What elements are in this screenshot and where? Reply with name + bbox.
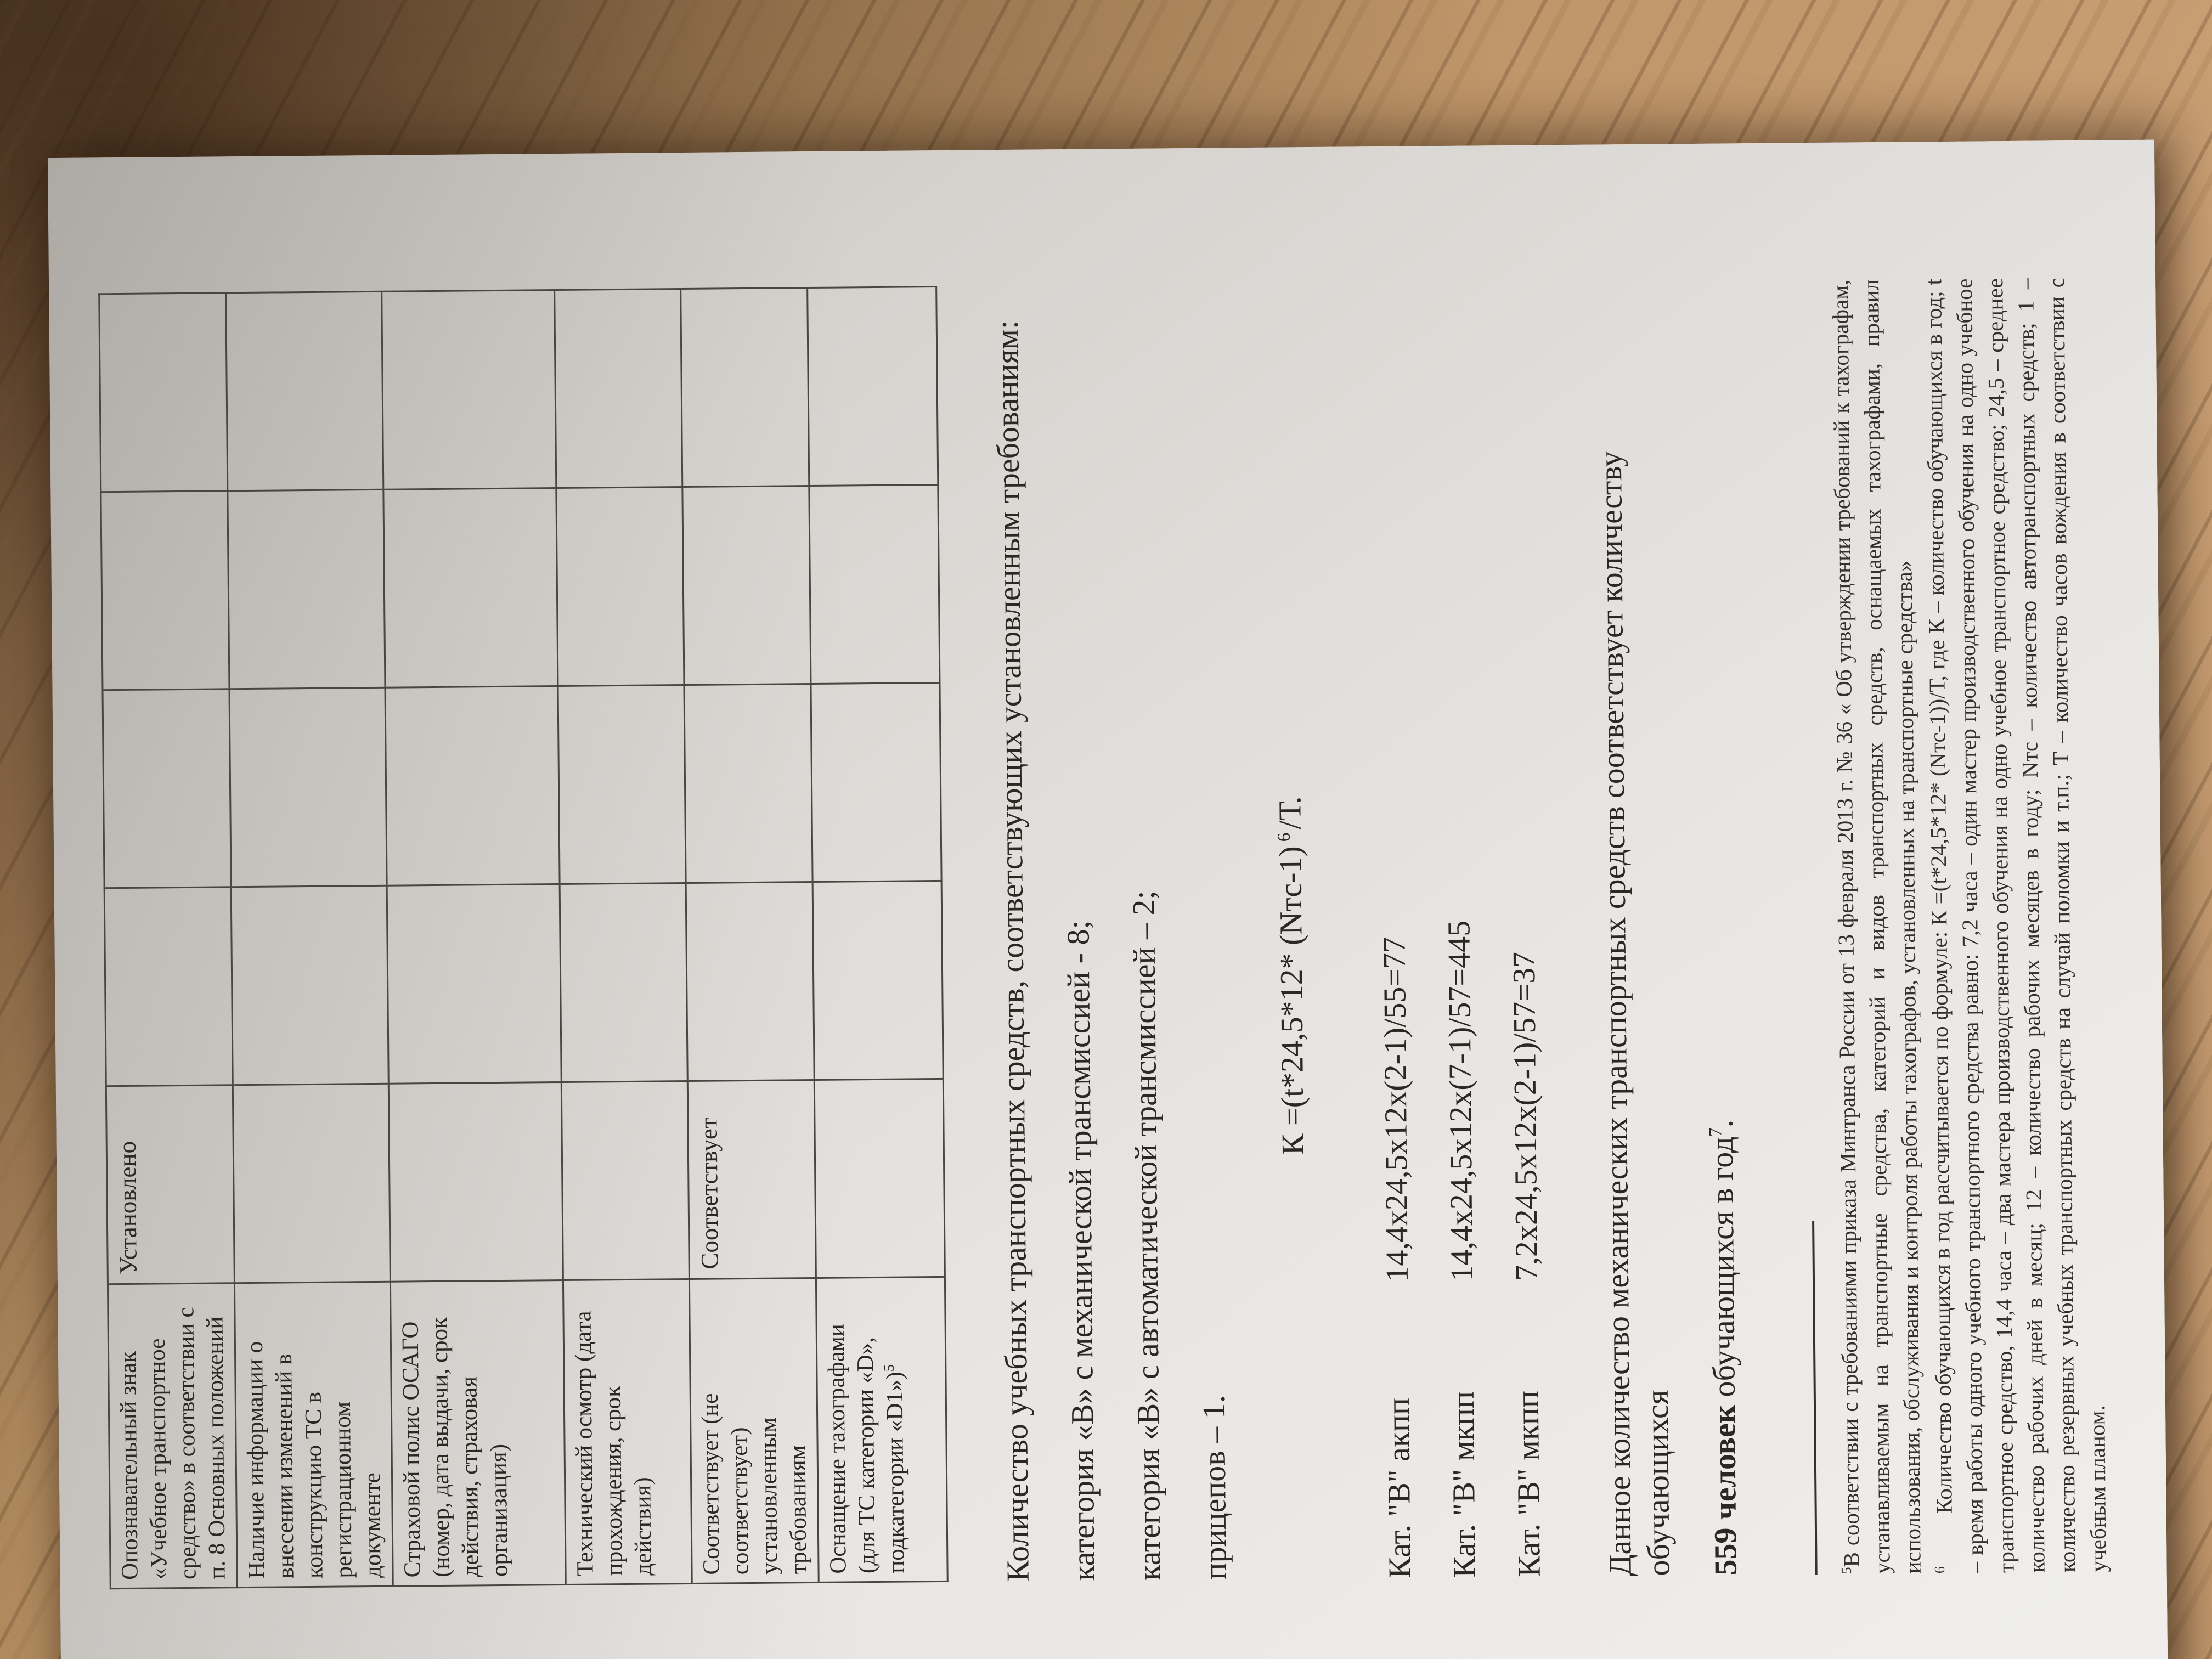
vehicle-compliance-table <box>98 286 949 1589</box>
table-cell <box>229 687 387 887</box>
row-label-text: Соответствует (не соответствует) установленным требованиям <box>697 1393 812 1575</box>
table-cell <box>812 881 943 1080</box>
calc-expression: 7,2х24,5х12х(2-1)/57=37 <box>1505 951 1545 1281</box>
table-cell: Соответствует <box>687 1080 816 1279</box>
table-cell <box>99 293 228 492</box>
table-cell <box>385 686 560 886</box>
footnote-ref-6: 6 <box>1274 832 1294 842</box>
row-label-text: Опознавательный знак «Учебное транспортное средство» в соответствии с п. 8 Основных положений <box>115 1307 230 1581</box>
footnote-ref-5: 5 <box>880 1364 898 1372</box>
calculation-block <box>1369 282 1549 1578</box>
table-row <box>382 290 566 1587</box>
footnote-6 <box>1918 277 2114 1573</box>
document-page <box>48 140 2168 1659</box>
table-cell <box>684 684 812 883</box>
calc-expression: 14,4х24,5х12х(2-1)/55=77 <box>1376 936 1415 1283</box>
paragraph-vehicle-count-heading: Количество учебных транспортных средств, соответствующих установленным требованиям: <box>989 320 1036 1582</box>
table-cell <box>560 883 687 1082</box>
students-count-text: . <box>1703 1119 1740 1128</box>
calc-row-mkpp-1 <box>1434 283 1484 1578</box>
table-cell <box>814 1079 945 1278</box>
footnote-marker-5: 5 <box>1838 1567 1855 1575</box>
table-cell <box>556 487 684 686</box>
row-label-compliance <box>689 1278 819 1583</box>
row-label-text: Наличие информации о внесении изменений в конструкцию ТС в регистрационном документе <box>241 1341 386 1579</box>
formula-text: К =(t*24,5*12* (Nтс-1) <box>1272 846 1311 1155</box>
students-count-value: 559 человек <box>1706 1404 1743 1576</box>
table-cell <box>561 1081 689 1280</box>
table-cell <box>231 885 388 1085</box>
table-row <box>555 289 692 1585</box>
document-body <box>988 277 2114 1582</box>
footnote-text: В соответствии с требованиями приказа Минтранса России от 13 февраля 2013 г. № 36 « Об утверждении требований к тахографам, устанавливаемым на транспортные средства, категорий и видов транспортных средств, оснащаемых тахографами, правил использования, обслуживания и контроля работы тахографов, установленных на транспортные средства» <box>1827 279 1926 1575</box>
table-cell <box>809 484 940 684</box>
table-cell <box>388 1082 563 1282</box>
calc-row-mkpp-2 <box>1499 282 1549 1577</box>
table-cell <box>555 289 682 488</box>
line-category-b-manual: категория «В» с механической трансмиссией - 8; <box>1060 920 1102 1582</box>
table-cell <box>233 1084 390 1283</box>
footnote-text: Количество обучающихся в год рассчитывается по формуле: К =(t*24,5*12* (Nтс-1))/Т, где К – количество обучающихся в год; t – время работы одного учебного транспортного средства равно: 7,2 часа – один мастер производственного обучения на одно учебное транспортное средство, 14,4 часа – два мастера производственного обучения на одно учебное транспортное средство; 24,5 – среднее количество рабочих дней в месяц; 12 – количество рабочих месяцев в году; Nтс – количество автотранспортных средств; 1 – количество резервных учебных транспортных средств на случай поломки и т.п.; Т – количество часов вождения в соответствии с учебным планом. <box>1921 277 2111 1573</box>
footnote-indent <box>1952 1514 1953 1566</box>
calc-category: Кат. "В" мкпп <box>1509 1390 1547 1577</box>
table-cell <box>808 286 938 486</box>
row-label-text: Страховой полис ОСАГО (номер, дата выдачи, срок действия, страховая организация) <box>397 1317 513 1578</box>
table-cell <box>387 884 561 1084</box>
row-label-technical-inspection <box>563 1279 692 1584</box>
table-cell <box>382 290 556 490</box>
table-cell <box>686 882 814 1081</box>
row-label-osago-policy <box>390 1280 566 1586</box>
footnote-separator-line <box>1812 1221 1818 1575</box>
row-label-text: Оснащение тахографами (для ТС категории «D», подкатегории «D1») <box>823 1323 910 1574</box>
table-cell <box>681 288 809 487</box>
calc-expression: 14,4х24,5х12х(7-1)/57=445 <box>1441 920 1480 1282</box>
table-cell <box>103 689 231 888</box>
calc-category: Кат. "В" мкпп <box>1444 1391 1482 1578</box>
table-cell <box>811 682 941 882</box>
line-category-b-automatic: категория «В» с автоматической трансмиссией – 2; <box>1125 890 1167 1581</box>
table-row <box>681 288 819 1584</box>
table-cell <box>558 685 686 884</box>
table-cell <box>383 488 558 688</box>
table-cell <box>682 486 811 685</box>
table-cell: Установлено <box>106 1085 234 1284</box>
table-cell <box>101 491 229 690</box>
row-label-construction-changes <box>234 1282 393 1587</box>
calc-row-akpp <box>1369 283 1419 1578</box>
formula-text: /Т. <box>1272 796 1308 830</box>
footnote-marker-6: 6 <box>1931 1566 1948 1574</box>
row-label-identification-sign <box>108 1283 237 1589</box>
table-cell <box>228 489 385 689</box>
row-label-tachographs <box>816 1277 947 1582</box>
table-cell <box>226 291 383 490</box>
row-label-text: Технический осмотр (дата прохождения, срок действия) <box>570 1311 657 1576</box>
paragraph-conclusion: Данное количество механических транспортных средств соответствует количеству обучающихся <box>1592 450 1677 1577</box>
footnote-ref-7: 7 <box>1706 1127 1726 1137</box>
formula-students-per-year <box>1267 372 1316 1579</box>
paragraph-students-count <box>1695 280 1745 1576</box>
table-row <box>808 286 948 1582</box>
calc-category: Кат. "В" акпп <box>1380 1397 1418 1578</box>
table-cell <box>104 887 233 1086</box>
table-row <box>226 291 393 1587</box>
footnote-5 <box>1825 279 1928 1574</box>
line-trailers: прицепов – 1. <box>1195 1395 1233 1580</box>
students-count-text: обучающихся в год <box>1703 1136 1742 1406</box>
table-row <box>99 293 238 1589</box>
